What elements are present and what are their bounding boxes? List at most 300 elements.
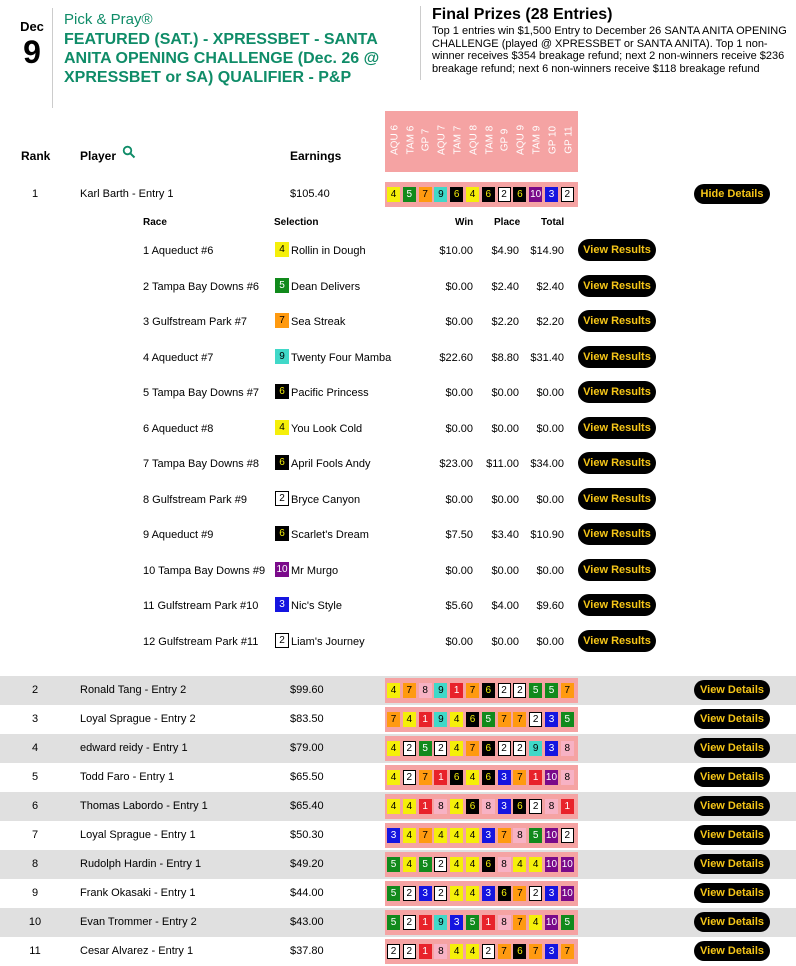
race-column-label: TAM 7 (452, 125, 464, 155)
selection-badge: 9 (434, 915, 447, 930)
selection-badge: 2 (434, 886, 447, 901)
selection-badge: 3 (545, 944, 558, 959)
player-name: Todd Faro - Entry 1 (80, 771, 175, 783)
detail-race-name: 6 Aqueduct #8 (143, 422, 214, 435)
detail-race-name: 2 Tampa Bay Downs #6 (143, 280, 259, 293)
place-amount: $4.90 (491, 245, 519, 257)
selection-badge: 2 (498, 187, 511, 202)
earnings-column-header: Earnings (290, 149, 342, 163)
selection-badge: 1 (419, 799, 432, 814)
selection-badge: 3 (482, 828, 495, 843)
player-name: edward reidy - Entry 1 (80, 742, 188, 754)
win-amount: $0.00 (445, 493, 473, 506)
selection-badge: 8 (498, 857, 511, 872)
place-amount: $0.00 (491, 493, 519, 506)
selection-badge: 6 (450, 770, 463, 785)
detail-race-header: Race (143, 217, 167, 228)
detail-place-header: Place (494, 217, 521, 228)
selection-badge: 3 (545, 187, 558, 202)
selection-badge: 6 (513, 799, 526, 814)
selection-badge: 4 (450, 857, 463, 872)
total-amount: $34.00 (530, 458, 564, 470)
selection-badge: 2 (403, 915, 416, 930)
selection-badge: 2 (403, 770, 416, 785)
hide-details-button[interactable]: Hide Details (694, 184, 770, 204)
selection-badge: 4 (387, 770, 400, 785)
total-amount: $0.00 (536, 564, 564, 577)
view-results-button[interactable]: View Results (578, 381, 656, 403)
view-results-button[interactable]: View Results (578, 630, 656, 652)
selection-badge: 2 (403, 741, 416, 756)
detail-win-header: Win (455, 217, 474, 228)
selection-badge: 2 (434, 857, 447, 872)
win-amount: $0.00 (445, 387, 473, 399)
brand-name: Pick & Pray® (64, 11, 153, 28)
selections-strip (385, 794, 578, 819)
place-amount: $0.00 (491, 564, 519, 577)
leaderboard-row (0, 676, 796, 705)
leaderboard-row (0, 180, 796, 209)
leaderboard-row (0, 792, 796, 821)
earnings-cell: $43.00 (290, 916, 324, 928)
place-amount: $8.80 (491, 351, 519, 364)
selection-badge: 3 (545, 886, 558, 901)
place-amount: $2.40 (491, 280, 519, 293)
selection-badge: 6 (450, 187, 463, 202)
win-amount: $0.00 (445, 564, 473, 577)
selection-badge: 6 (275, 455, 289, 470)
selection-badge: 4 (434, 828, 447, 843)
rank-cell: 6 (31, 800, 39, 812)
total-amount: $9.60 (536, 600, 564, 612)
race-column-header (561, 113, 577, 167)
selections-strip (385, 823, 578, 848)
total-amount: $2.40 (536, 280, 564, 293)
selection-badge: 3 (482, 886, 495, 901)
selection-badge: 5 (275, 278, 289, 293)
view-details-button[interactable]: View Details (694, 825, 770, 845)
detail-row (0, 624, 796, 660)
rank-cell: 9 (31, 887, 39, 899)
selection-badge: 5 (466, 915, 479, 930)
race-column-header (450, 113, 466, 167)
win-amount: $7.50 (445, 529, 473, 541)
selection-badge: 4 (403, 712, 416, 727)
selection-badge: 1 (419, 915, 432, 930)
selection-badge: 6 (466, 799, 479, 814)
selection-badge: 7 (387, 712, 400, 727)
selection-badge: 2 (275, 491, 289, 506)
selection-badge: 4 (450, 799, 463, 814)
date-month: Dec (20, 19, 44, 34)
selection-badge: 1 (561, 799, 574, 814)
selection-badge: 8 (419, 683, 432, 698)
player-name: Cesar Alvarez - Entry 1 (80, 945, 194, 957)
selection-badge: 5 (403, 187, 416, 202)
place-amount: $2.20 (491, 316, 519, 328)
selection-badge: 6 (482, 741, 495, 756)
player-name: Evan Trommer - Entry 2 (80, 916, 197, 928)
total-amount: $0.00 (536, 422, 564, 435)
search-icon[interactable] (122, 145, 136, 159)
selection-badge: 4 (275, 420, 289, 435)
view-results-button[interactable]: View Results (578, 310, 656, 332)
rank-cell: 7 (31, 829, 39, 841)
selection-badge: 2 (275, 633, 289, 648)
race-column-header (387, 113, 403, 167)
selection-badge: 7 (498, 944, 511, 959)
date-badge (18, 20, 46, 70)
selection-badge: 5 (561, 712, 574, 727)
selection-badge: 4 (450, 828, 463, 843)
selection-badge: 10 (545, 857, 558, 872)
selection-badge: 2 (482, 944, 495, 959)
selection-badge: 9 (434, 187, 447, 202)
player-name: Ronald Tang - Entry 2 (80, 684, 187, 696)
leaderboard-row (0, 821, 796, 850)
place-amount: $3.40 (491, 529, 519, 541)
view-results-button[interactable]: View Results (578, 239, 656, 261)
selection-badge: 8 (513, 828, 526, 843)
selection-badge: 3 (450, 915, 463, 930)
view-details-button[interactable]: View Details (694, 854, 770, 874)
selections-strip (385, 182, 578, 207)
horse-name: Liam's Journey (291, 635, 365, 648)
selection-badge: 4 (403, 828, 416, 843)
selection-badge: 9 (529, 741, 542, 756)
selection-badge: 1 (434, 770, 447, 785)
horse-name: Dean Delivers (291, 280, 361, 293)
selection-badge: 5 (387, 915, 400, 930)
selection-badge: 1 (450, 683, 463, 698)
horse-name: Pacific Princess (291, 387, 369, 399)
view-results-button[interactable]: View Results (578, 452, 656, 474)
earnings-cell: $49.20 (290, 858, 324, 870)
selection-badge: 10 (561, 857, 574, 872)
selection-badge: 1 (419, 944, 432, 959)
race-column-header (513, 113, 529, 167)
selection-badge: 2 (513, 741, 526, 756)
selection-badge: 2 (403, 886, 416, 901)
selection-badge: 5 (387, 857, 400, 872)
selection-badge: 10 (561, 886, 574, 901)
total-amount: $0.00 (536, 493, 564, 506)
selection-badge: 6 (466, 712, 479, 727)
selection-badge: 2 (387, 944, 400, 959)
selection-badge: 7 (529, 944, 542, 959)
win-amount: $0.00 (445, 316, 473, 328)
selection-badge: 8 (561, 741, 574, 756)
selection-badge: 4 (466, 828, 479, 843)
rank-cell: 8 (31, 858, 39, 870)
selection-badge: 4 (403, 857, 416, 872)
selection-badge: 4 (466, 857, 479, 872)
view-results-button[interactable]: View Results (578, 417, 656, 439)
horse-name: April Fools Andy (291, 458, 371, 470)
rank-cell: 11 (29, 945, 41, 957)
race-column-label: TAM 9 (531, 125, 543, 155)
selection-badge: 7 (419, 770, 432, 785)
leaderboard-row (0, 850, 796, 879)
selection-badge: 7 (561, 944, 574, 959)
leaderboard-row (0, 937, 796, 966)
selection-badge: 2 (529, 799, 542, 814)
detail-race-name: 11 Gulfstream Park #10 (143, 600, 259, 612)
view-results-button[interactable]: View Results (578, 523, 656, 545)
view-details-button[interactable]: View Details (694, 738, 770, 758)
selections-strip (385, 852, 578, 877)
selection-badge: 5 (561, 915, 574, 930)
race-column-header (403, 113, 419, 167)
view-details-button[interactable]: View Details (694, 912, 770, 932)
selection-badge: 7 (403, 683, 416, 698)
view-details-button[interactable]: View Details (694, 883, 770, 903)
page-header (0, 0, 796, 120)
selection-badge: 7 (466, 741, 479, 756)
total-amount: $0.00 (536, 635, 564, 648)
selection-badge: 1 (482, 915, 495, 930)
horse-name: You Look Cold (291, 422, 363, 435)
race-column-label: AQU 7 (436, 124, 448, 156)
place-amount: $4.00 (491, 600, 519, 612)
view-details-button[interactable]: View Details (694, 680, 770, 700)
detail-row (0, 233, 796, 269)
selections-strip (385, 939, 578, 964)
selection-badge: 4 (450, 712, 463, 727)
view-details-button[interactable]: View Details (694, 796, 770, 816)
total-amount: $10.90 (530, 529, 564, 541)
selection-badge: 3 (498, 799, 511, 814)
view-results-button[interactable]: View Results (578, 275, 656, 297)
selection-badge: 8 (498, 915, 511, 930)
selections-strip (385, 736, 578, 761)
earnings-cell: $44.00 (290, 887, 324, 899)
rank-cell: 3 (31, 713, 39, 725)
detail-race-name: 1 Aqueduct #6 (143, 245, 214, 257)
selection-badge: 7 (513, 712, 526, 727)
earnings-cell: $105.40 (290, 188, 330, 200)
leaderboard-row (0, 705, 796, 734)
leaderboard-rows (0, 676, 796, 966)
detail-race-name: 10 Tampa Bay Downs #9 (143, 564, 266, 577)
selections-strip (385, 765, 578, 790)
selection-badge: 7 (513, 886, 526, 901)
selection-badge: 8 (434, 944, 447, 959)
selection-badge: 6 (275, 384, 289, 399)
selection-badge: 5 (419, 857, 432, 872)
detail-race-name: 9 Aqueduct #9 (143, 529, 214, 541)
selection-badge: 8 (561, 770, 574, 785)
selection-badge: 4 (387, 683, 400, 698)
race-column-headers (385, 111, 578, 172)
detail-row (0, 375, 796, 411)
win-amount: $23.00 (439, 458, 473, 470)
race-column-label: TAM 8 (484, 125, 496, 155)
player-name: Thomas Labordo - Entry 1 (80, 800, 208, 812)
race-column-label: GP 11 (563, 126, 575, 154)
earnings-cell: $83.50 (290, 713, 324, 725)
selection-badge: 5 (387, 886, 400, 901)
selection-badge: 10 (276, 563, 288, 575)
win-amount: $22.60 (439, 351, 473, 364)
rank-column-header: Rank (21, 149, 51, 163)
selection-badge: 3 (498, 770, 511, 785)
selection-badge: 2 (529, 712, 542, 727)
selection-badge: 3 (545, 712, 558, 727)
selection-badge: 2 (434, 741, 447, 756)
leaderboard-row (0, 734, 796, 763)
detail-race-name: 12 Gulfstream Park #11 (143, 635, 259, 648)
total-amount: $31.40 (530, 351, 564, 364)
date-day: 9 (23, 34, 41, 70)
player-name: Karl Barth - Entry 1 (80, 188, 174, 200)
selection-badge: 5 (482, 712, 495, 727)
selection-badge: 4 (450, 741, 463, 756)
selection-badge: 6 (482, 857, 495, 872)
horse-name: Twenty Four Mamba (291, 351, 392, 364)
detail-race-name: 8 Gulfstream Park #9 (143, 493, 247, 506)
detail-row (0, 588, 796, 624)
selection-badge: 5 (529, 828, 542, 843)
selection-badge: 7 (419, 187, 432, 202)
selection-badge: 2 (561, 187, 574, 202)
horse-name: Sea Streak (291, 316, 346, 328)
race-column-label: TAM 6 (405, 125, 417, 155)
prizes-description: Top 1 entries win $1,500 Entry to December 26 SANTA ANITA OPENING CHALLENGE (played @ XPRESSBET or SANTA ANITA). Top 1 non-winner receives $354 breakage refund; next 2 non-winners receive $236 breakage refund; next 6 non-winners receive $118 breakage refund (432, 25, 787, 75)
total-amount: $14.90 (530, 245, 564, 257)
selection-badge: 4 (403, 799, 416, 814)
selection-badge: 7 (498, 712, 511, 727)
race-column-label: GP 9 (499, 128, 511, 152)
race-column-label: GP 7 (420, 128, 432, 152)
horse-name: Bryce Canyon (291, 493, 361, 506)
selection-badge: 3 (419, 886, 432, 901)
earnings-cell: $79.00 (290, 742, 324, 754)
selection-badge: 4 (275, 242, 289, 257)
detail-row (0, 340, 796, 376)
horse-name: Mr Murgo (291, 564, 339, 577)
detail-race-name: 3 Gulfstream Park #7 (143, 316, 247, 328)
selection-badge: 10 (529, 187, 542, 202)
selection-badge: 9 (275, 349, 289, 364)
total-amount: $0.00 (536, 387, 564, 399)
win-amount: $0.00 (445, 280, 473, 293)
selection-badge: 2 (529, 886, 542, 901)
place-amount: $0.00 (491, 635, 519, 648)
selection-badge: 4 (466, 770, 479, 785)
leaderboard-row (0, 908, 796, 937)
view-details-button[interactable]: View Details (694, 709, 770, 729)
selection-badge: 8 (545, 799, 558, 814)
selection-badge: 7 (466, 683, 479, 698)
selection-badge: 7 (513, 915, 526, 930)
rank-cell: 4 (31, 742, 39, 754)
player-name: Loyal Sprague - Entry 2 (80, 713, 196, 725)
selection-badge: 4 (466, 187, 479, 202)
selection-badge: 8 (434, 799, 447, 814)
selection-badge: 4 (450, 886, 463, 901)
detail-row (0, 553, 796, 589)
selection-badge: 10 (545, 915, 558, 930)
selection-badge: 10 (545, 828, 558, 843)
leaderboard-row (0, 879, 796, 908)
selection-badge: 4 (529, 857, 542, 872)
total-amount: $2.20 (536, 316, 564, 328)
place-amount: $11.00 (486, 458, 519, 470)
selection-badge: 7 (275, 313, 289, 328)
selection-badge: 3 (275, 597, 289, 612)
leaderboard-row (0, 763, 796, 792)
detail-row (0, 269, 796, 305)
earnings-cell: $65.40 (290, 800, 324, 812)
selections-strip (385, 707, 578, 732)
earnings-cell: $37.80 (290, 945, 324, 957)
column-header-row (0, 120, 796, 180)
view-results-button[interactable]: View Results (578, 488, 656, 510)
detail-race-name: 7 Tampa Bay Downs #8 (143, 458, 259, 470)
selection-badge: 4 (450, 944, 463, 959)
view-results-button[interactable]: View Results (578, 594, 656, 616)
detail-race-name: 5 Tampa Bay Downs #7 (143, 387, 259, 399)
selection-badge: 4 (529, 915, 542, 930)
detail-race-name: 4 Aqueduct #7 (143, 351, 214, 364)
race-column-label: AQU 9 (515, 124, 527, 156)
selection-badge: 4 (387, 799, 400, 814)
selection-badge: 5 (545, 683, 558, 698)
detail-row (0, 517, 796, 553)
view-details-button[interactable]: View Details (694, 941, 770, 961)
rank-cell: 10 (28, 916, 42, 928)
detail-row (0, 411, 796, 447)
detail-total-header: Total (541, 217, 565, 228)
selection-badge: 2 (561, 828, 574, 843)
selection-badge: 2 (513, 683, 526, 698)
contest-title: FEATURED (SAT.) - XPRESSBET - SANTA ANITA OPENING CHALLENGE (Dec. 26 @ XPRESSBET or SA) QUALIFIER - P&P (64, 31, 380, 86)
earnings-cell: $99.60 (290, 684, 324, 696)
selection-badge: 7 (561, 683, 574, 698)
selection-badge: 3 (387, 828, 400, 843)
selections-strip (385, 910, 578, 935)
selection-badge: 4 (387, 187, 400, 202)
selection-badge: 9 (434, 683, 447, 698)
detail-row (0, 446, 796, 482)
selection-badge: 5 (419, 741, 432, 756)
horse-name: Nic's Style (291, 600, 342, 612)
selection-badge: 6 (275, 526, 289, 541)
selection-badge: 8 (482, 799, 495, 814)
view-results-button[interactable]: View Results (578, 559, 656, 581)
place-amount: $0.00 (491, 422, 519, 435)
view-details-button[interactable]: View Details (694, 767, 770, 787)
race-column-label: AQU 8 (468, 124, 480, 156)
player-name: Rudolph Hardin - Entry 1 (80, 858, 202, 870)
race-column-header (466, 113, 482, 167)
rank-cell: 2 (31, 684, 39, 696)
selection-badge: 10 (545, 770, 558, 785)
divider (52, 8, 53, 108)
selections-strip (385, 881, 578, 906)
selection-badge: 9 (434, 712, 447, 727)
view-results-button[interactable]: View Results (578, 346, 656, 368)
rank-cell: 5 (31, 771, 39, 783)
prizes-title: Final Prizes (28 Entries) (432, 6, 613, 23)
selection-badge: 4 (466, 886, 479, 901)
selection-badge: 7 (513, 770, 526, 785)
selection-badge: 6 (482, 187, 495, 202)
race-column-header (529, 113, 545, 167)
details-panel (0, 209, 796, 676)
player-column-header: Player (80, 149, 117, 163)
